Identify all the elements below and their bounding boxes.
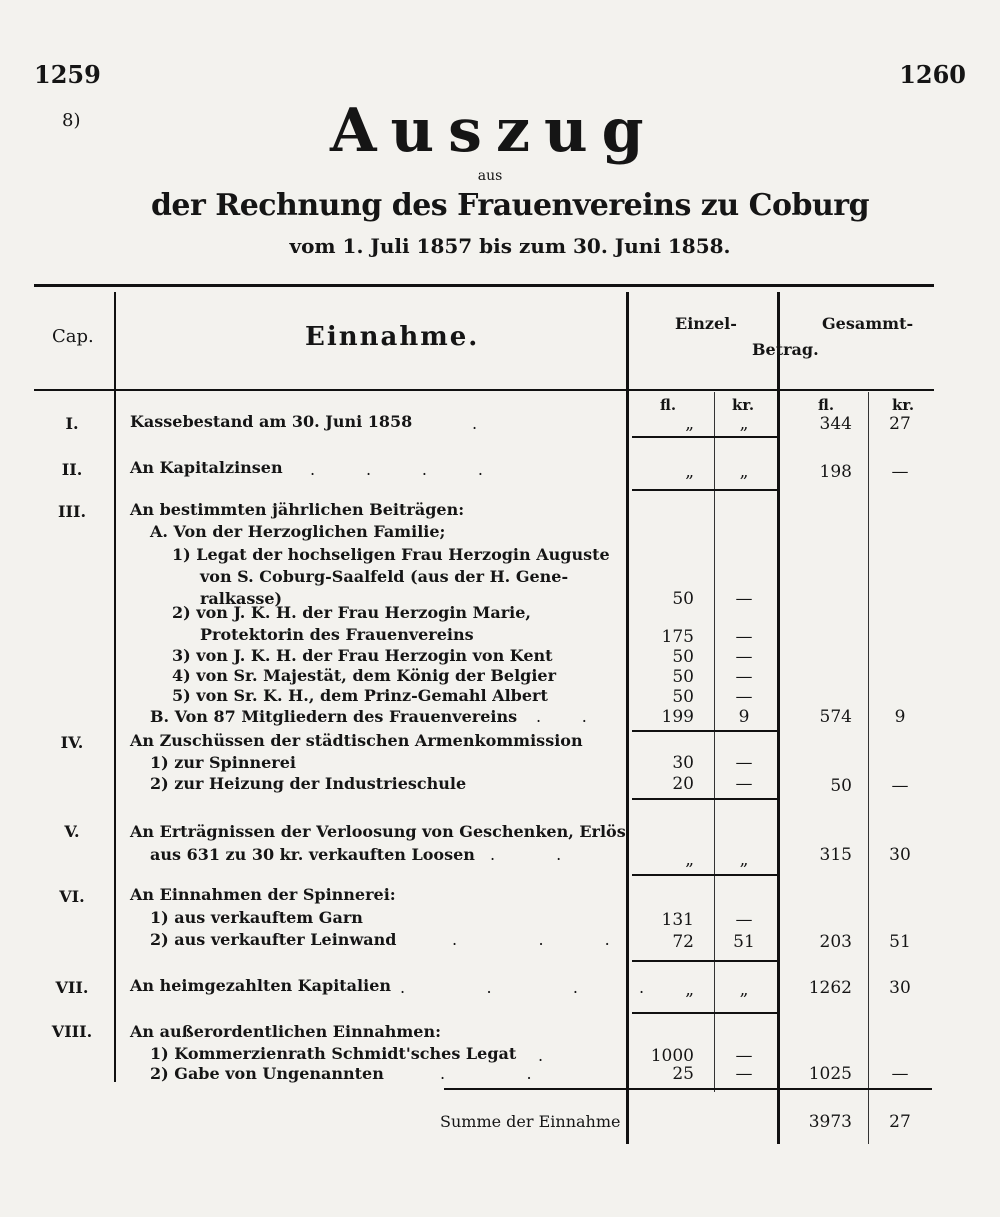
unit-kr-gesammt: kr. — [892, 396, 915, 414]
row-text: 2) von J. K. H. der Frau Herzogin Marie, — [172, 603, 531, 622]
row-einzel-fl: 199 — [661, 707, 694, 727]
leader-dot: . . — [440, 1064, 532, 1083]
row-einzel-fl: 30 — [672, 753, 694, 773]
row-cap: VI. — [59, 887, 85, 906]
row-einzel-fl: 50 — [672, 667, 694, 687]
gesammt-kr-divider — [868, 392, 869, 1144]
row-einzel-fl: 131 — [661, 910, 694, 930]
row-einzel-kr: — — [735, 647, 753, 667]
row-gesammt-kr: 30 — [889, 845, 911, 865]
row-einzel-kr: — — [735, 753, 753, 773]
row-text: 2) aus verkaufter Leinwand — [150, 930, 397, 949]
row-cap: V. — [64, 822, 80, 841]
row-einzel-fl: 50 — [672, 687, 694, 707]
row-gesammt-kr: — — [891, 776, 909, 796]
subtotal-rule-3 — [632, 730, 778, 732]
leader-dot: . . — [490, 845, 562, 864]
row-gesammt-kr: — — [891, 1064, 909, 1084]
row-gesammt-fl: 315 — [819, 845, 852, 865]
subtotal-rule-4 — [632, 798, 778, 800]
row-gesammt-kr: 27 — [889, 414, 911, 434]
row-text: 2) Gabe von Ungenannten — [150, 1064, 384, 1083]
leader-dot: . . . . — [400, 978, 645, 997]
subtotal-rule-7 — [632, 1012, 778, 1014]
row-text: 1) Legat der hochseligen Frau Herzogin Auguste — [172, 545, 610, 564]
row-gesammt-fl: 203 — [819, 932, 852, 952]
leader-dot: . — [538, 1046, 544, 1065]
column-header-betrag: Betrag. — [752, 340, 819, 359]
section-number: 8) — [62, 110, 81, 131]
row-text: Protektorin des Frauenvereins — [200, 625, 474, 644]
row-text: B. Von 87 Mitgliedern des Frauenvereins — [150, 707, 518, 726]
row-cap: III. — [57, 502, 87, 521]
row-text: An Erträgnissen der Verloosung von Geschenken, Erlös — [130, 822, 626, 841]
row-text: An Einnahmen der Spinnerei: — [130, 885, 396, 904]
row-gesammt-kr: 30 — [889, 978, 911, 998]
row-gesammt-kr: 9 — [894, 707, 906, 727]
row-text: An Zuschüssen der städtischen Armenkommission — [130, 731, 583, 750]
row-text: 3) von J. K. H. der Frau Herzogin von Kent — [172, 646, 553, 665]
row-einzel-kr: „ — [739, 414, 749, 434]
leader-dot: . . . — [452, 930, 610, 949]
row-text: An Kapitalzinsen — [130, 458, 283, 477]
row-einzel-kr: „ — [739, 850, 749, 870]
row-text: 1) aus verkauftem Garn — [150, 908, 363, 927]
row-text: Kassebestand am 30. Juni 1858 — [130, 412, 413, 431]
column-header-gesammt: Gesammt- — [822, 314, 914, 333]
column-header-cap: Cap. — [52, 326, 94, 347]
row-einzel-fl: 50 — [672, 589, 694, 609]
row-einzel-fl: „ — [685, 980, 694, 1000]
row-gesammt-fl: 1025 — [808, 1064, 852, 1084]
row-einzel-kr: 51 — [733, 932, 755, 952]
row-text: An heimgezahlten Kapitalien — [130, 976, 392, 995]
row-gesammt-fl: 344 — [819, 414, 852, 434]
subtotal-rule-6 — [632, 960, 778, 962]
row-einzel-fl: 1000 — [650, 1046, 694, 1066]
einzel-kr-divider — [714, 392, 715, 1092]
accounting-period: vom 1. Juli 1857 bis zum 30. Juni 1858. — [289, 234, 731, 258]
title-connector: aus — [477, 168, 503, 184]
bleed-through-text — [34, 110, 38, 185]
row-cap: IV. — [60, 733, 84, 752]
row-gesammt-fl: 1262 — [808, 978, 852, 998]
unit-kr-einzel: kr. — [732, 396, 755, 414]
row-einzel-fl: „ — [685, 462, 694, 482]
row-einzel-fl: 25 — [672, 1064, 694, 1084]
subtotal-rule-2 — [632, 489, 778, 491]
row-cap: VII. — [55, 978, 89, 997]
page-number-left: 1259 — [34, 60, 101, 89]
column-header-einnahme: Einnahme. — [305, 322, 480, 352]
unit-fl-einzel: fl. — [660, 396, 677, 414]
row-einzel-kr: „ — [739, 462, 749, 482]
row-einzel-fl: 20 — [672, 774, 694, 794]
unit-fl-gesammt: fl. — [818, 396, 835, 414]
cap-column-divider — [114, 292, 116, 1082]
row-cap: I. — [65, 414, 79, 433]
row-cap: II. — [61, 460, 83, 479]
row-einzel-fl: „ — [685, 414, 694, 434]
row-gesammt-fl: 50 — [830, 776, 852, 796]
row-cap: VIII. — [51, 1022, 93, 1041]
row-gesammt-fl: 574 — [819, 707, 852, 727]
row-einzel-fl: 72 — [672, 932, 694, 952]
row-gesammt-kr: 51 — [889, 932, 911, 952]
table-top-rule — [34, 284, 934, 287]
subtotal-rule-5 — [632, 874, 778, 876]
row-text: von S. Coburg-Saalfeld (aus der H. Gene- — [200, 567, 569, 586]
gesammt-column-left-rule — [777, 292, 780, 1144]
subtotal-rule-1 — [632, 436, 778, 438]
row-einzel-kr: — — [735, 1064, 753, 1084]
column-header-einzel: Einzel- — [675, 314, 737, 333]
row-einzel-kr: — — [735, 627, 753, 647]
page-number-right: 1260 — [899, 60, 966, 89]
row-text: A. Von der Herzoglichen Familie; — [150, 522, 446, 541]
row-text: ralkasse) — [200, 589, 283, 608]
leader-dot: . . — [536, 707, 587, 726]
row-einzel-kr: „ — [739, 980, 749, 1000]
row-einzel-kr: — — [735, 910, 753, 930]
row-einzel-fl: 175 — [661, 627, 694, 647]
sum-gesammt-fl: 3973 — [808, 1112, 852, 1132]
row-einzel-kr: — — [735, 667, 753, 687]
row-einzel-fl: 50 — [672, 647, 694, 667]
row-einzel-kr: — — [735, 774, 753, 794]
row-gesammt-kr: — — [891, 462, 909, 482]
leader-dot: . . . . — [310, 460, 483, 479]
document-title: Auszug — [330, 96, 658, 166]
row-text: 1) Kommerzienrath Schmidt'sches Legat — [150, 1044, 517, 1063]
row-einzel-fl: „ — [685, 850, 694, 870]
sum-gesammt-kr: 27 — [889, 1112, 911, 1132]
row-text: aus 631 zu 30 kr. verkauften Loosen — [150, 845, 475, 864]
row-text: 2) zur Heizung der Industrieschule — [150, 774, 467, 793]
row-einzel-kr: — — [735, 687, 753, 707]
row-einzel-kr: — — [735, 1046, 753, 1066]
row-text: 4) von Sr. Majestät, dem König der Belgier — [172, 666, 557, 685]
row-text: 5) von Sr. K. H., dem Prinz-Gemahl Albert — [172, 686, 548, 705]
sum-label: Summe der Einnahme — [440, 1112, 621, 1131]
header-bottom-rule — [34, 389, 934, 391]
leader-dot: . — [472, 414, 478, 433]
document-subtitle: der Rechnung des Frauenvereins zu Coburg — [150, 188, 870, 223]
row-text: An bestimmten jährlichen Beiträgen: — [130, 500, 465, 519]
row-gesammt-fl: 198 — [819, 462, 852, 482]
einzel-column-left-rule — [626, 292, 629, 1144]
row-einzel-kr: 9 — [738, 707, 750, 727]
sum-rule — [444, 1088, 932, 1090]
row-text: 1) zur Spinnerei — [150, 753, 296, 772]
row-text: An außerordentlichen Einnahmen: — [130, 1022, 441, 1041]
row-einzel-kr: — — [735, 589, 753, 609]
